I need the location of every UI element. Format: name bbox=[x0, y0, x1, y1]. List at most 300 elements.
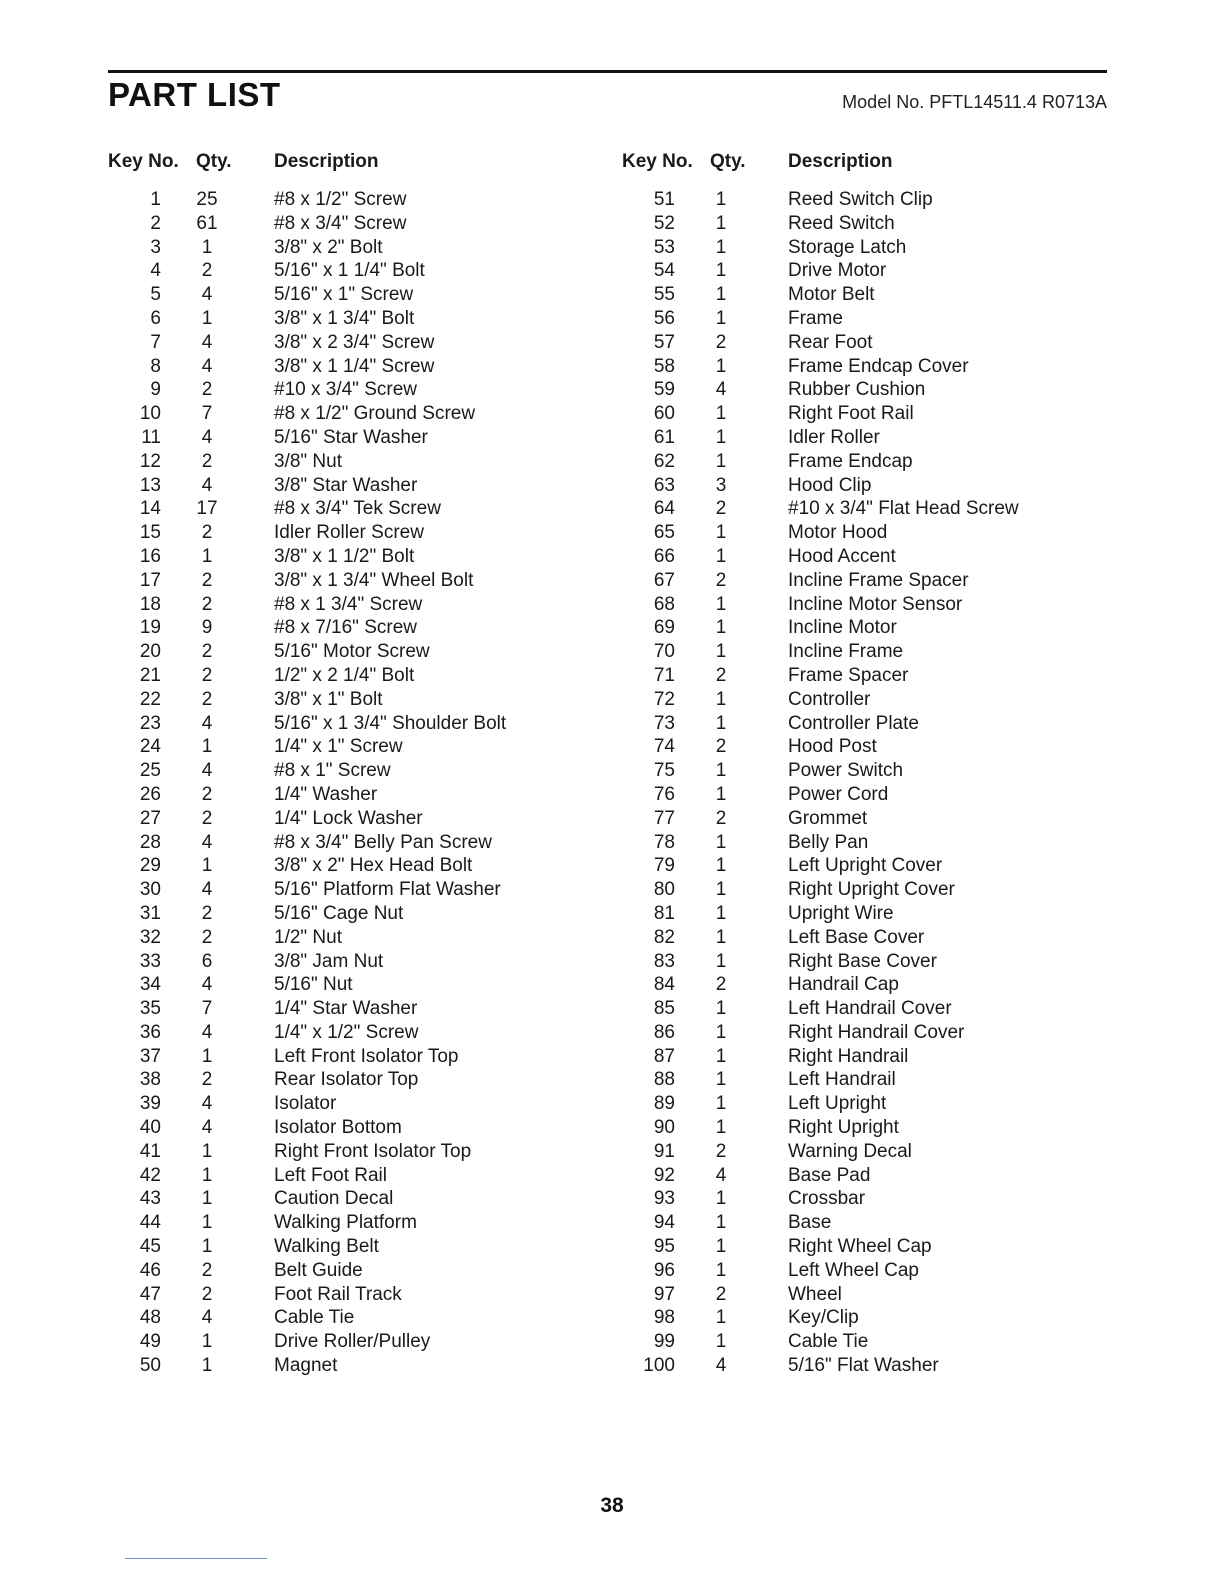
part-key-no: 100 bbox=[643, 1355, 675, 1377]
part-qty: 1 bbox=[201, 1355, 213, 1377]
part-description: Right Foot Rail bbox=[788, 403, 914, 425]
part-qty: 4 bbox=[201, 331, 213, 353]
part-description: #8 x 1 3/4" Screw bbox=[274, 593, 423, 615]
part-description: Left Upright Cover bbox=[788, 855, 943, 877]
part-qty: 2 bbox=[201, 807, 213, 829]
part-row bbox=[622, 1283, 1102, 1307]
part-key-no: 61 bbox=[653, 426, 675, 448]
part-description: Motor Hood bbox=[788, 522, 888, 544]
part-qty: 4 bbox=[201, 1307, 213, 1329]
part-qty: 1 bbox=[715, 450, 727, 472]
part-key-no: 91 bbox=[653, 1140, 675, 1162]
part-key-no: 85 bbox=[653, 998, 675, 1020]
part-description: Walking Belt bbox=[274, 1236, 379, 1258]
part-row bbox=[622, 1045, 1102, 1069]
part-row bbox=[622, 902, 1102, 926]
part-qty: 2 bbox=[201, 688, 213, 710]
part-qty: 1 bbox=[201, 855, 213, 877]
part-key-no: 79 bbox=[653, 855, 675, 877]
part-key-no: 13 bbox=[139, 474, 161, 496]
part-description: #8 x 1" Screw bbox=[274, 760, 391, 782]
part-qty: 4 bbox=[201, 355, 213, 377]
part-row bbox=[108, 283, 588, 307]
part-description: 3/8" Jam Nut bbox=[274, 950, 384, 972]
part-qty: 2 bbox=[201, 1069, 213, 1091]
part-qty: 1 bbox=[715, 260, 727, 282]
part-row bbox=[622, 569, 1102, 593]
part-qty: 1 bbox=[715, 1021, 727, 1043]
part-row bbox=[622, 474, 1102, 498]
part-qty: 1 bbox=[201, 1331, 213, 1353]
part-row bbox=[108, 521, 588, 545]
part-qty: 2 bbox=[715, 1140, 727, 1162]
part-description: Belly Pan bbox=[788, 831, 869, 853]
part-key-no: 90 bbox=[653, 1117, 675, 1139]
part-description: Incline Motor Sensor bbox=[788, 593, 963, 615]
part-row bbox=[622, 735, 1102, 759]
part-qty: 1 bbox=[201, 1188, 213, 1210]
part-description: Belt Guide bbox=[274, 1259, 363, 1281]
part-row bbox=[108, 1164, 588, 1188]
part-key-no: 10 bbox=[139, 403, 161, 425]
part-qty: 2 bbox=[715, 331, 727, 353]
part-key-no: 32 bbox=[139, 926, 161, 948]
part-description: Left Foot Rail bbox=[274, 1164, 387, 1186]
part-description: 3/8" x 2" Hex Head Bolt bbox=[274, 855, 473, 877]
part-row bbox=[108, 854, 588, 878]
part-description: Key/Clip bbox=[788, 1307, 859, 1329]
part-description: #8 x 3/4" Screw bbox=[274, 212, 407, 234]
part-description: Incline Motor bbox=[788, 617, 897, 639]
part-key-no: 15 bbox=[139, 522, 161, 544]
part-row bbox=[108, 735, 588, 759]
part-qty: 1 bbox=[715, 641, 727, 663]
part-key-no: 68 bbox=[653, 593, 675, 615]
part-description: Controller Plate bbox=[788, 712, 919, 734]
part-key-no: 9 bbox=[150, 379, 161, 401]
part-description: Hood Accent bbox=[788, 545, 896, 567]
qty-header: Qty. bbox=[710, 151, 746, 172]
part-qty: 2 bbox=[201, 593, 213, 615]
part-row bbox=[622, 426, 1102, 450]
part-qty: 4 bbox=[201, 284, 213, 306]
part-key-no: 50 bbox=[139, 1355, 161, 1377]
part-description: Foot Rail Track bbox=[274, 1283, 402, 1305]
part-key-no: 42 bbox=[139, 1164, 161, 1186]
part-row bbox=[108, 1116, 588, 1140]
part-description: 5/16" x 1 3/4" Shoulder Bolt bbox=[274, 712, 507, 734]
part-row bbox=[108, 1235, 588, 1259]
part-row bbox=[622, 1116, 1102, 1140]
part-row bbox=[622, 1187, 1102, 1211]
part-key-no: 56 bbox=[653, 307, 675, 329]
part-key-no: 6 bbox=[150, 307, 161, 329]
part-description: Power Cord bbox=[788, 783, 889, 805]
part-key-no: 34 bbox=[139, 974, 161, 996]
part-description: Left Front Isolator Top bbox=[274, 1045, 459, 1067]
part-row bbox=[108, 212, 588, 236]
part-key-no: 22 bbox=[139, 688, 161, 710]
part-key-no: 37 bbox=[139, 1045, 161, 1067]
part-description: 5/16" Platform Flat Washer bbox=[274, 879, 501, 901]
part-row bbox=[622, 1068, 1102, 1092]
part-row bbox=[622, 759, 1102, 783]
part-row bbox=[108, 593, 588, 617]
part-description: 1/2" x 2 1/4" Bolt bbox=[274, 664, 415, 686]
part-row bbox=[622, 1306, 1102, 1330]
parts-column-right bbox=[622, 148, 1102, 1378]
part-qty: 4 bbox=[715, 1164, 727, 1186]
part-row bbox=[622, 378, 1102, 402]
part-qty: 1 bbox=[715, 760, 727, 782]
part-row bbox=[108, 474, 588, 498]
part-description: Left Base Cover bbox=[788, 926, 925, 948]
part-description: 3/8" x 1 1/4" Screw bbox=[274, 355, 435, 377]
part-qty: 1 bbox=[201, 1164, 213, 1186]
part-description: Storage Latch bbox=[788, 236, 907, 258]
part-row bbox=[108, 545, 588, 569]
part-row bbox=[108, 569, 588, 593]
part-description: Rubber Cushion bbox=[788, 379, 926, 401]
part-row bbox=[622, 878, 1102, 902]
part-key-no: 51 bbox=[653, 189, 675, 210]
part-qty: 1 bbox=[715, 403, 727, 425]
part-row bbox=[108, 973, 588, 997]
part-key-no: 19 bbox=[139, 617, 161, 639]
part-qty: 1 bbox=[715, 1259, 727, 1281]
part-description: 5/16" Nut bbox=[274, 974, 353, 996]
part-qty: 4 bbox=[201, 712, 213, 734]
part-key-no: 1 bbox=[150, 189, 161, 210]
part-description: #10 x 3/4" Flat Head Screw bbox=[788, 498, 1019, 520]
part-qty: 1 bbox=[715, 1331, 727, 1353]
part-qty: 1 bbox=[715, 1045, 727, 1067]
part-description: Base bbox=[788, 1212, 832, 1234]
part-row bbox=[108, 355, 588, 379]
part-description: #8 x 7/16" Screw bbox=[274, 617, 417, 639]
part-description: Frame Endcap bbox=[788, 450, 913, 472]
part-description: #8 x 1/2" Ground Screw bbox=[274, 403, 476, 425]
part-row bbox=[108, 331, 588, 355]
part-row bbox=[622, 355, 1102, 379]
part-key-no: 75 bbox=[653, 760, 675, 782]
part-row bbox=[622, 1021, 1102, 1045]
part-description: 1/2" Nut bbox=[274, 926, 343, 948]
part-description: 5/16" Cage Nut bbox=[274, 902, 404, 924]
description-header: Description bbox=[788, 151, 893, 172]
column-header-row bbox=[108, 148, 588, 176]
part-qty: 1 bbox=[715, 902, 727, 924]
part-description: Motor Belt bbox=[788, 284, 875, 306]
part-row bbox=[108, 831, 588, 855]
part-qty: 2 bbox=[201, 783, 213, 805]
part-qty: 1 bbox=[715, 1069, 727, 1091]
part-qty: 1 bbox=[715, 879, 727, 901]
part-key-no: 17 bbox=[139, 569, 161, 591]
part-key-no: 87 bbox=[653, 1045, 675, 1067]
part-qty: 1 bbox=[715, 831, 727, 853]
part-row bbox=[622, 283, 1102, 307]
part-row bbox=[108, 1068, 588, 1092]
part-key-no: 30 bbox=[139, 879, 161, 901]
part-qty: 1 bbox=[715, 855, 727, 877]
part-description: Right Handrail Cover bbox=[788, 1021, 965, 1043]
part-description: 1/4" Lock Washer bbox=[274, 807, 423, 829]
part-key-no: 96 bbox=[653, 1259, 675, 1281]
part-qty: 4 bbox=[201, 879, 213, 901]
part-key-no: 23 bbox=[139, 712, 161, 734]
part-qty: 1 bbox=[715, 1307, 727, 1329]
part-description: #8 x 3/4" Belly Pan Screw bbox=[274, 831, 492, 853]
part-qty: 1 bbox=[715, 1212, 727, 1234]
part-key-no: 76 bbox=[653, 783, 675, 805]
part-key-no: 33 bbox=[139, 950, 161, 972]
part-key-no: 62 bbox=[653, 450, 675, 472]
part-qty: 1 bbox=[715, 307, 727, 329]
part-qty: 1 bbox=[715, 688, 727, 710]
part-key-no: 71 bbox=[653, 664, 675, 686]
part-key-no: 78 bbox=[653, 831, 675, 853]
part-qty: 4 bbox=[201, 474, 213, 496]
part-key-no: 55 bbox=[653, 284, 675, 306]
part-key-no: 24 bbox=[139, 736, 161, 758]
part-description: 3/8" x 1 1/2" Bolt bbox=[274, 545, 415, 567]
part-description: Drive Roller/Pulley bbox=[274, 1331, 431, 1353]
part-description: Incline Frame Spacer bbox=[788, 569, 969, 591]
part-qty: 1 bbox=[715, 284, 727, 306]
part-qty: 1 bbox=[201, 236, 213, 258]
part-description: Crossbar bbox=[788, 1188, 866, 1210]
part-row bbox=[622, 1211, 1102, 1235]
description-header: Description bbox=[274, 151, 379, 172]
part-qty: 2 bbox=[201, 641, 213, 663]
part-row bbox=[622, 188, 1102, 212]
part-description: Drive Motor bbox=[788, 260, 887, 282]
part-key-no: 64 bbox=[653, 498, 675, 520]
key-no-header: Key No. bbox=[108, 151, 179, 172]
part-row bbox=[622, 854, 1102, 878]
part-key-no: 47 bbox=[139, 1283, 161, 1305]
part-description: Left Handrail bbox=[788, 1069, 896, 1091]
part-description: Right Base Cover bbox=[788, 950, 937, 972]
part-key-no: 58 bbox=[653, 355, 675, 377]
part-qty: 2 bbox=[715, 736, 727, 758]
part-qty: 2 bbox=[201, 450, 213, 472]
part-qty: 2 bbox=[201, 926, 213, 948]
part-qty: 7 bbox=[201, 998, 213, 1020]
part-description: Reed Switch bbox=[788, 212, 895, 234]
part-description: Walking Platform bbox=[274, 1212, 417, 1234]
part-key-no: 48 bbox=[139, 1307, 161, 1329]
part-qty: 1 bbox=[715, 950, 727, 972]
part-description: 5/16" x 1 1/4" Bolt bbox=[274, 260, 425, 282]
part-description: Hood Clip bbox=[788, 474, 872, 496]
part-qty: 2 bbox=[715, 974, 727, 996]
part-key-no: 67 bbox=[653, 569, 675, 591]
part-key-no: 44 bbox=[139, 1212, 161, 1234]
part-row bbox=[622, 712, 1102, 736]
part-qty: 2 bbox=[201, 664, 213, 686]
part-key-no: 8 bbox=[150, 355, 161, 377]
part-description: Reed Switch Clip bbox=[788, 189, 933, 210]
part-key-no: 53 bbox=[653, 236, 675, 258]
part-row bbox=[108, 1283, 588, 1307]
column-header-row bbox=[622, 148, 1102, 176]
part-qty: 1 bbox=[201, 1140, 213, 1162]
part-description: Right Handrail bbox=[788, 1045, 909, 1067]
part-key-no: 86 bbox=[653, 1021, 675, 1043]
part-key-no: 89 bbox=[653, 1093, 675, 1115]
part-description: Right Upright Cover bbox=[788, 879, 955, 901]
part-qty: 2 bbox=[201, 569, 213, 591]
part-description: Right Wheel Cap bbox=[788, 1236, 932, 1258]
part-row bbox=[622, 545, 1102, 569]
part-key-no: 3 bbox=[150, 236, 161, 258]
part-key-no: 2 bbox=[150, 212, 161, 234]
part-description: Left Upright bbox=[788, 1093, 887, 1115]
part-description: Cable Tie bbox=[274, 1307, 355, 1329]
part-row bbox=[108, 1211, 588, 1235]
part-row bbox=[108, 926, 588, 950]
part-description: Idler Roller Screw bbox=[274, 522, 424, 544]
part-description: #10 x 3/4" Screw bbox=[274, 379, 417, 401]
part-qty: 4 bbox=[201, 974, 213, 996]
part-qty: 2 bbox=[201, 1283, 213, 1305]
part-qty: 1 bbox=[715, 1117, 727, 1139]
part-description: Rear Isolator Top bbox=[274, 1069, 419, 1091]
part-description: #8 x 3/4" Tek Screw bbox=[274, 498, 441, 520]
part-qty: 1 bbox=[201, 1236, 213, 1258]
part-key-no: 21 bbox=[139, 664, 161, 686]
part-row bbox=[108, 997, 588, 1021]
part-qty: 1 bbox=[201, 736, 213, 758]
part-description: 5/16" x 1" Screw bbox=[274, 284, 414, 306]
part-row bbox=[108, 1140, 588, 1164]
part-qty: 2 bbox=[201, 260, 213, 282]
part-qty: 1 bbox=[201, 1045, 213, 1067]
part-qty: 3 bbox=[715, 474, 727, 496]
part-description: 3/8" x 1 3/4" Wheel Bolt bbox=[274, 569, 474, 591]
part-row bbox=[622, 1235, 1102, 1259]
part-qty: 1 bbox=[715, 426, 727, 448]
part-description: 1/4" Star Washer bbox=[274, 998, 418, 1020]
part-description: 3/8" x 2" Bolt bbox=[274, 236, 383, 258]
part-description: Handrail Cap bbox=[788, 974, 899, 996]
part-row bbox=[622, 616, 1102, 640]
part-description: Isolator bbox=[274, 1093, 337, 1115]
part-key-no: 72 bbox=[653, 688, 675, 710]
part-row bbox=[622, 593, 1102, 617]
part-description: Frame bbox=[788, 307, 843, 329]
part-qty: 1 bbox=[715, 236, 727, 258]
part-description: Controller bbox=[788, 688, 871, 710]
part-row bbox=[622, 688, 1102, 712]
part-row bbox=[108, 1330, 588, 1354]
part-key-no: 4 bbox=[150, 260, 161, 282]
part-qty: 2 bbox=[201, 522, 213, 544]
part-description: Grommet bbox=[788, 807, 868, 829]
part-key-no: 40 bbox=[139, 1117, 161, 1139]
part-row bbox=[108, 497, 588, 521]
part-key-no: 39 bbox=[139, 1093, 161, 1115]
part-key-no: 83 bbox=[653, 950, 675, 972]
part-key-no: 29 bbox=[139, 855, 161, 877]
part-key-no: 92 bbox=[653, 1164, 675, 1186]
part-description: 3/8" Star Washer bbox=[274, 474, 418, 496]
part-description: Right Front Isolator Top bbox=[274, 1140, 472, 1162]
part-description: Left Handrail Cover bbox=[788, 998, 952, 1020]
part-row bbox=[108, 1187, 588, 1211]
part-description: Idler Roller bbox=[788, 426, 880, 448]
part-row bbox=[108, 450, 588, 474]
key-no-header: Key No. bbox=[622, 151, 693, 172]
part-row bbox=[622, 1330, 1102, 1354]
part-key-no: 54 bbox=[653, 260, 675, 282]
part-row bbox=[108, 307, 588, 331]
part-row bbox=[108, 807, 588, 831]
part-qty: 2 bbox=[715, 569, 727, 591]
part-qty: 2 bbox=[715, 807, 727, 829]
part-qty: 1 bbox=[715, 355, 727, 377]
part-qty: 4 bbox=[201, 1117, 213, 1139]
part-row bbox=[622, 783, 1102, 807]
part-qty: 1 bbox=[715, 522, 727, 544]
part-row bbox=[622, 1164, 1102, 1188]
part-key-no: 81 bbox=[653, 902, 675, 924]
part-row bbox=[108, 950, 588, 974]
part-description: Rear Foot bbox=[788, 331, 873, 353]
part-row bbox=[108, 259, 588, 283]
part-row bbox=[108, 426, 588, 450]
part-key-no: 18 bbox=[139, 593, 161, 615]
part-row bbox=[108, 378, 588, 402]
part-row bbox=[108, 664, 588, 688]
part-row bbox=[108, 402, 588, 426]
part-key-no: 59 bbox=[653, 379, 675, 401]
header-rule bbox=[108, 70, 1107, 73]
part-row bbox=[108, 688, 588, 712]
part-row bbox=[622, 664, 1102, 688]
part-row bbox=[622, 497, 1102, 521]
part-key-no: 43 bbox=[139, 1188, 161, 1210]
part-row bbox=[622, 307, 1102, 331]
part-key-no: 49 bbox=[139, 1331, 161, 1353]
part-qty: 4 bbox=[201, 1021, 213, 1043]
part-description: Magnet bbox=[274, 1355, 338, 1377]
part-row bbox=[108, 759, 588, 783]
part-description: 3/8" Nut bbox=[274, 450, 343, 472]
part-key-no: 57 bbox=[653, 331, 675, 353]
part-qty: 7 bbox=[201, 403, 213, 425]
part-row bbox=[108, 783, 588, 807]
footer-rule bbox=[125, 1558, 267, 1559]
part-key-no: 45 bbox=[139, 1236, 161, 1258]
part-row bbox=[108, 1021, 588, 1045]
part-description: Frame Endcap Cover bbox=[788, 355, 969, 377]
part-key-no: 97 bbox=[653, 1283, 675, 1305]
part-description: Hood Post bbox=[788, 736, 877, 758]
part-qty: 2 bbox=[715, 1283, 727, 1305]
part-description: 1/4" Washer bbox=[274, 783, 378, 805]
part-description: 1/4" x 1" Screw bbox=[274, 736, 403, 758]
part-row bbox=[108, 1306, 588, 1330]
part-qty: 4 bbox=[715, 1355, 727, 1377]
part-row bbox=[108, 1259, 588, 1283]
part-row bbox=[622, 450, 1102, 474]
part-row bbox=[108, 1354, 588, 1378]
part-description: 3/8" x 1" Bolt bbox=[274, 688, 383, 710]
part-key-no: 27 bbox=[139, 807, 161, 829]
